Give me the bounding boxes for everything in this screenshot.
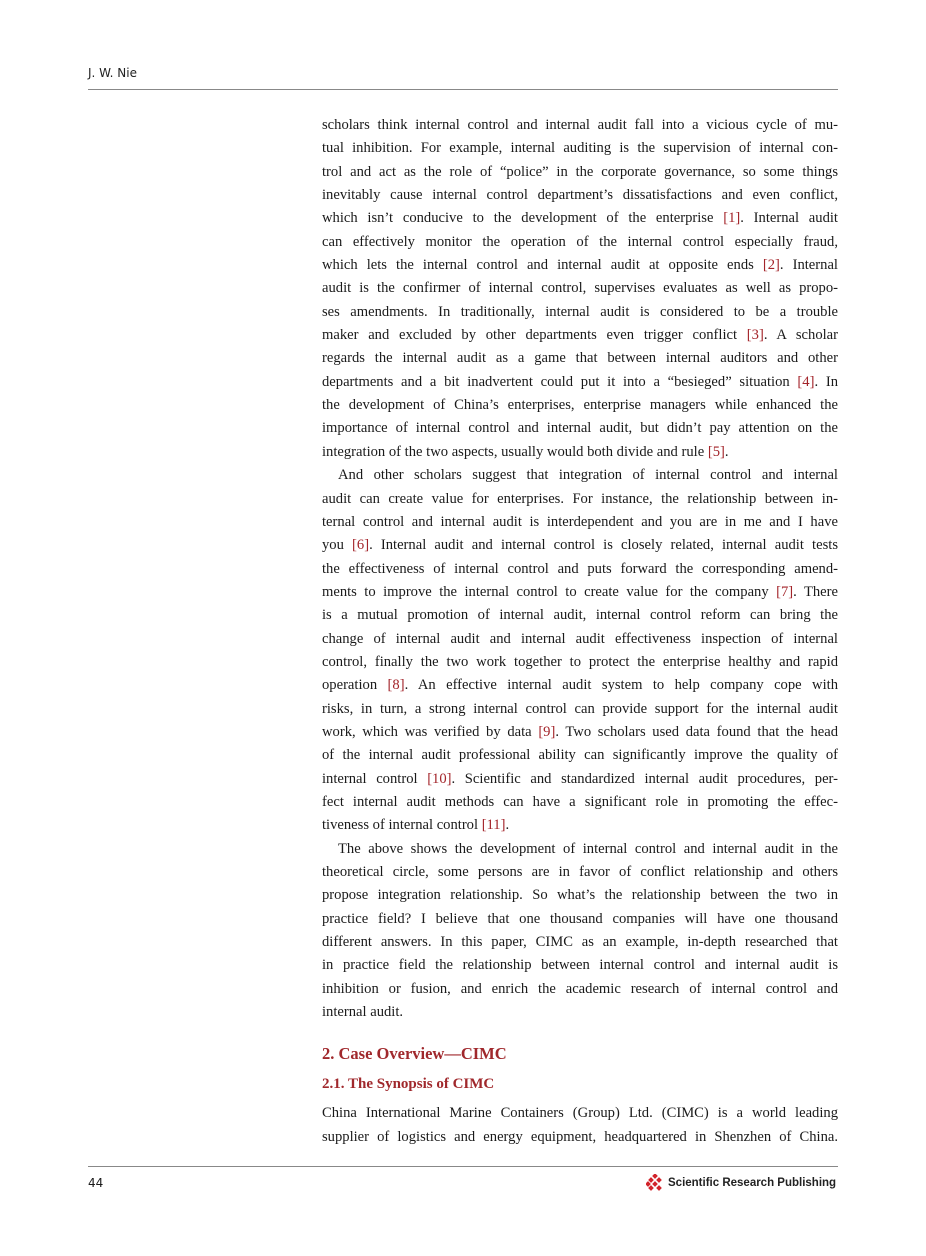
text-line: the development of China’s enterprises, enterprise managers while enhanced the [322, 397, 838, 414]
text-line: which lets the internal control and internal audit at opposite ends [2]. Internal [322, 257, 838, 274]
citation-link[interactable]: [1] [723, 210, 741, 227]
text-line: audit is the confirmer of internal control, supervises evaluates as well as propo- [322, 280, 838, 297]
citation-link[interactable]: [5] [707, 443, 725, 460]
page-number: 44 [88, 1176, 104, 1190]
citation-link[interactable]: [9] [538, 723, 556, 740]
text-line: can effectively monitor the operation of the internal control especially fraud, [322, 233, 838, 250]
text-line: ments to improve the internal control to create value for the company [7]. There [322, 583, 838, 600]
text-line: propose integration relationship. So what’s the relationship between the two in [322, 887, 838, 904]
text-line: audit can create value for enterprises. For instance, the relationship between in- [322, 490, 838, 507]
text-line: theoretical circle, some persons are in favor of conflict relationship and others [322, 864, 838, 880]
text-line: ses amendments. In traditionally, internal audit is considered to be a trouble [322, 303, 838, 320]
text-line: change of internal audit and internal audit effectiveness inspection of internal [322, 630, 838, 647]
text-line: which isn’t conducive to the development of the enterprise [1]. Internal audit [322, 210, 838, 227]
citation-link[interactable]: [8] [387, 677, 405, 694]
text-line: And other scholars suggest that integration of internal control and internal [338, 467, 838, 484]
text-line: importance of internal control and internal audit, but didn’t pay attention on the [322, 420, 838, 437]
text-line: the effectiveness of internal control and puts forward the corresponding amend- [322, 560, 838, 577]
publisher-name: Scientific Research Publishing [668, 1177, 837, 1189]
text-line: risks, in turn, a strong internal control can provide support for the internal audit [322, 700, 838, 717]
text-line: ternal control and internal audit is interdependent and you are in me and I have [322, 513, 838, 530]
text-line: regards the internal audit as a game that between internal auditors and other [322, 350, 838, 367]
text-line: inevitably cause internal control department’s dissatisfactions and even conflict, [322, 187, 838, 204]
citation-link[interactable]: [11] [481, 817, 506, 834]
citation-link[interactable]: [10] [427, 770, 452, 787]
paragraph [322, 114, 838, 464]
text-line: practice field? I believe that one thousand companies will have one thousand [322, 910, 838, 927]
text-line: The above shows the development of internal control and internal audit in the [338, 840, 838, 857]
text-line: different answers. In this paper, CIMC as an example, in-depth researched that [322, 934, 838, 951]
text-line: tual inhibition. For example, internal auditing is the supervision of internal con- [322, 140, 838, 157]
text-line: integration of the two aspects, usually would both divide and rule [5]. [322, 443, 729, 460]
text-line: tiveness of internal control [11]. [322, 817, 510, 834]
text-line: operation [8]. An effective internal audit system to help company cope with [322, 677, 838, 694]
footer-rule [88, 1166, 838, 1167]
text-line: departments and a bit inadvertent could put it into a “besieged” situation [4]. In [322, 373, 838, 390]
publisher-logo [646, 1174, 836, 1192]
citation-link[interactable]: [3] [746, 327, 764, 344]
text-line: control, finally the two work together to protect the enterprise healthy and rapid [322, 653, 838, 670]
text-line: of the internal audit professional ability can significantly improve the quality of [322, 747, 838, 764]
text-line: internal control [10]. Scientific and standardized internal audit procedures, per- [322, 770, 838, 787]
subsection-heading: 2.1. The Synopsis of CIMC [322, 1076, 495, 1093]
text-line: maker and excluded by other departments even trigger conflict [3]. A scholar [322, 327, 838, 344]
header-rule [88, 89, 838, 90]
citation-link[interactable]: [2] [762, 257, 780, 274]
section-heading: 2. Case Overview—CIMC [322, 1044, 507, 1064]
citation-link[interactable]: [7] [776, 583, 794, 600]
text-line: scholars think internal control and internal audit fall into a vicious cycle of mu- [322, 117, 838, 133]
text-line: work, which was verified by data [9]. Two scholars used data found that the head [322, 723, 838, 740]
article-body [322, 114, 838, 1149]
citation-link[interactable]: [6] [352, 537, 370, 554]
text-line: in practice field the relationship between internal control and internal audit is [322, 957, 838, 974]
paragraph [322, 838, 838, 1025]
text-line: you [6]. Internal audit and internal control is closely related, internal audit tests [322, 537, 838, 554]
paragraph [322, 464, 838, 838]
publisher-logo-icon [646, 1174, 664, 1192]
text-line: trol and act as the role of “police” in the corporate governance, so some things [322, 163, 838, 180]
text-line: fect internal audit methods can have a significant role in promoting the effec- [322, 793, 838, 810]
text-line: internal audit. [322, 1004, 404, 1021]
text-line: supplier of logistics and energy equipment, headquartered in Shenzhen of China. [322, 1128, 838, 1145]
citation-link[interactable]: [4] [797, 373, 815, 390]
running-head: J. W. Nie [88, 66, 137, 80]
paragraph [322, 1102, 838, 1149]
text-line: is a mutual promotion of internal audit, internal control reform can bring the [322, 607, 838, 624]
text-line: China International Marine Containers (Group) Ltd. (CIMC) is a world leading [322, 1105, 838, 1122]
text-line: inhibition or fusion, and enrich the academic research of internal control and [322, 980, 838, 997]
